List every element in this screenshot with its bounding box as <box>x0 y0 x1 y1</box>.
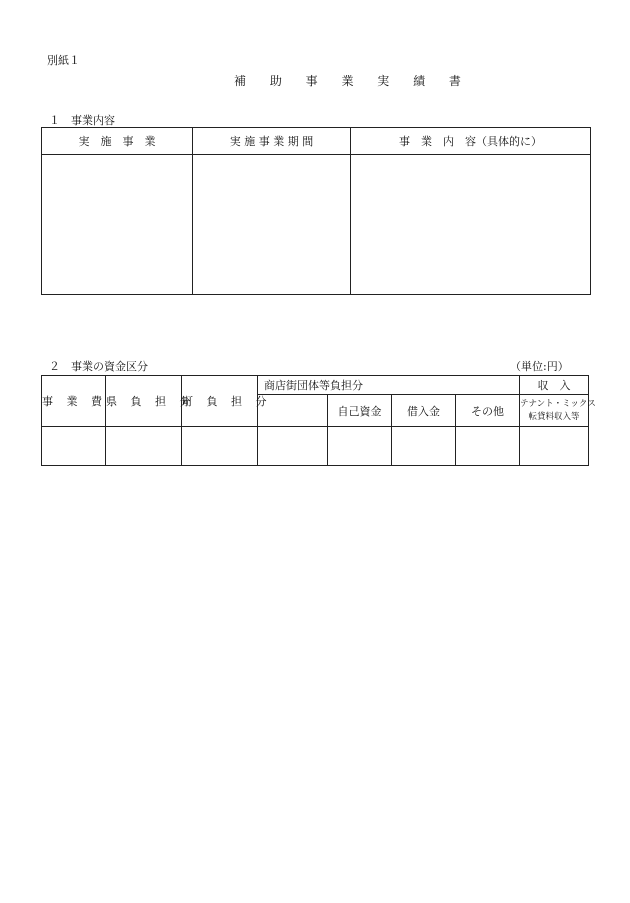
header-own-funds: 自己資金 <box>328 395 392 427</box>
table-header-row <box>42 128 591 155</box>
header-project-cost: 事 業 費 <box>42 376 106 427</box>
table-row <box>42 427 589 466</box>
cell-association-share[interactable] <box>258 427 328 466</box>
cell-own-funds[interactable] <box>328 427 392 466</box>
cell-implemented-project[interactable] <box>42 155 193 295</box>
cell-project-period[interactable] <box>193 155 351 295</box>
cell-prefecture-share[interactable] <box>106 427 182 466</box>
cell-other[interactable] <box>456 427 520 466</box>
business-content-table <box>41 127 591 295</box>
cell-town-share[interactable] <box>182 427 258 466</box>
header-other: その他 <box>456 395 520 427</box>
cell-project-cost[interactable] <box>42 427 106 466</box>
section1-heading: １ 事業内容 <box>49 114 115 127</box>
header-project-period: 実 施 事 業 期 間 <box>193 128 351 155</box>
income-sub-line-2: 転貸料収入等 <box>528 411 580 422</box>
section2-heading: ２ 事業の資金区分 <box>49 360 148 373</box>
unit-label: （単位:円） <box>510 360 569 373</box>
header-implemented-project: 実 施 事 業 <box>42 128 193 155</box>
table-header-row <box>42 376 589 395</box>
header-loan: 借入金 <box>392 395 456 427</box>
table-row <box>42 155 591 295</box>
cell-loan[interactable] <box>392 427 456 466</box>
cell-income[interactable] <box>520 427 589 466</box>
header-project-details: 事 業 内 容（具体的に） <box>351 128 591 155</box>
header-town-share: 町 負 担 分 <box>182 376 258 427</box>
income-sub-line-1: テナント・ミックス <box>520 398 596 409</box>
funding-table <box>41 375 596 466</box>
header-association-share: 商店街団体等負担分 <box>258 376 520 395</box>
header-income-sub <box>520 395 596 427</box>
document-title: 補 助 事 業 実 績 書 <box>234 74 471 88</box>
header-income: 収 入 <box>520 376 589 395</box>
attachment-label: 別紙１ <box>47 54 80 67</box>
header-prefecture-share: 県 負 担 分 <box>106 376 182 427</box>
cell-project-details[interactable] <box>351 155 591 295</box>
